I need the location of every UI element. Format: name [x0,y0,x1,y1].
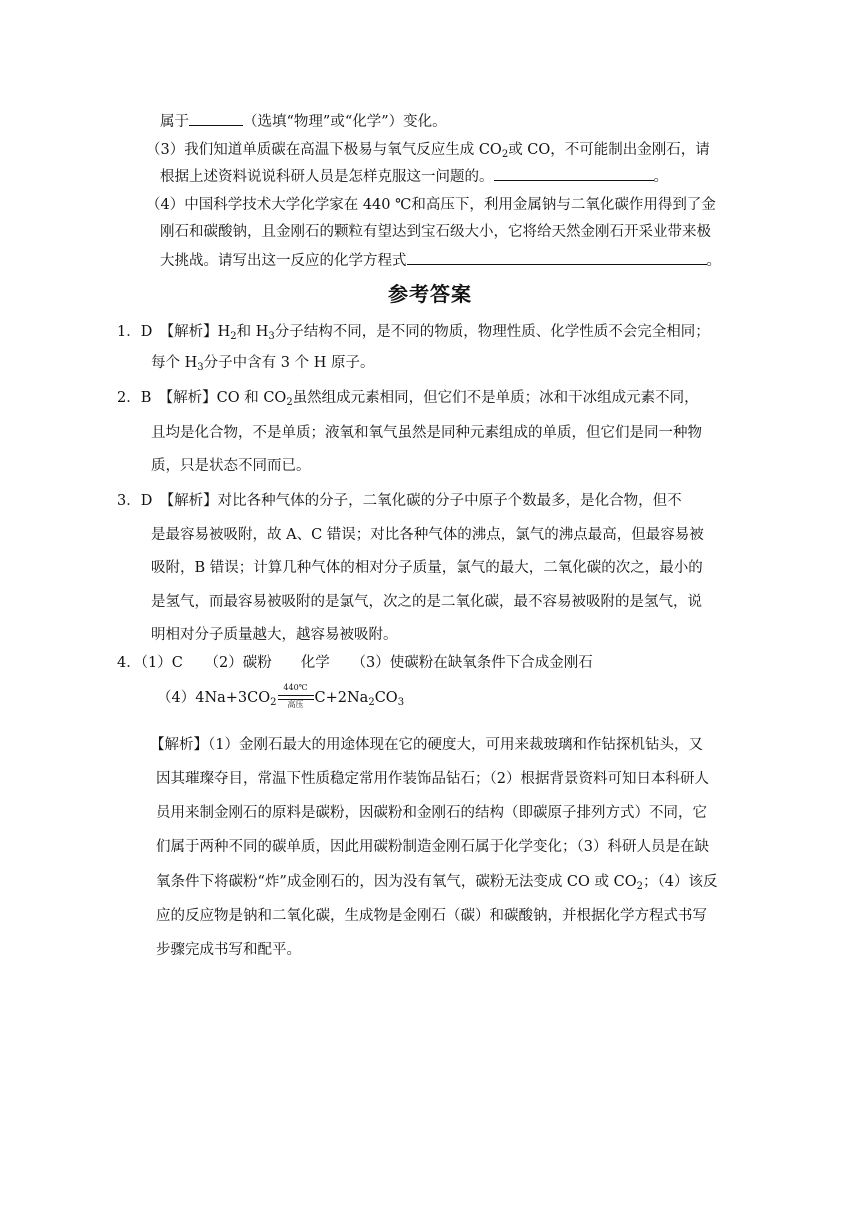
q4-line-1: （4）中国科学技术大学化学家在 440 ℃和高压下，利用金属钠与二氧化碳作用得到了金 [146,197,716,213]
answer-4-explain-7: 步骤完成书写和配平。 [156,942,301,958]
answer-4-explain-1: 【解析】（1）金刚石最大的用途体现在它的硬度大，可用来裁玻璃和作钻探机钻头，又 [150,737,703,753]
answer-4-line-1: 4．（1）C （2）碳粉 化学 （3）使碳粉在缺氧条件下合成金刚石 [117,655,593,671]
q4-line-3 [160,249,721,271]
subscript: 3 [268,331,275,342]
answer-2-line-2: 且均是化合物，不是单质；液氧和氧气虽然是同种元素组成的单质，但它们是同一种物 [151,425,702,441]
q-line-1 [160,110,447,132]
answer-1-line-1 [117,322,710,342]
condition-pressure: 高压 [287,700,304,709]
answer-4-explain-5 [156,872,717,892]
answer-3-line-2: 是最容易被吸附，故 A、C 错误；对比各种气体的沸点，氯气的沸点最高，但最容易被 [151,527,704,543]
answer-3-line-1: 3．D 【解析】对比各种气体的分子，二氧化碳的分子中原子个数最多，是化合物，但不 [117,493,682,509]
text: 。 [653,169,668,185]
text: 分子结构不同，是不同的物质，物理性质、化学性质不会完全相同； [274,324,710,340]
subscript: 2 [368,697,375,708]
text: 根据上述资料说说科研人员是怎样克服这一问题的。 [160,169,494,185]
text: C+2Na [314,690,369,706]
text: 1．D 【解析】H [117,324,231,340]
text: 或 CO，不可能制出金刚石，请 [508,142,710,158]
answer-4-equation [157,683,405,709]
text: 每个 H [151,355,198,371]
answer-4-explain-4: 们属于两种不同的碳单质，因此用碳粉制造金刚石属于化学变化；（3）科研人员是在缺 [156,839,709,855]
text: 分子中含有 3 个 H 原子。 [203,355,375,371]
answer-3-line-3: 吸附，B 错误；计算几种气体的相对分子质量，氯气的最大，二氧化碳的次之，最小的 [151,560,703,576]
subscript: 2 [286,397,293,408]
text: （选填“物理”或“化学”）变化。 [243,114,447,130]
answer-2-line-3: 质，只是状态不同而已。 [151,458,311,474]
subscript: 3 [197,362,204,373]
text: 氧条件下将碳粉“炸”成金刚石的，因为没有氧气，碳粉无法变成 CO 或 CO [156,874,637,890]
text: CO [374,690,398,706]
answer-2-line-1 [117,388,699,408]
answers-title: 参考答案 [388,282,472,306]
q3-line-1 [146,140,710,160]
subscript: 2 [501,149,509,160]
subscript: 2 [636,881,643,892]
answer-4-explain-2: 因其璀璨夺目，常温下性质稳定常用作装饰品钻石；（2）根据背景资料可知日本科研人 [156,771,709,787]
subscript: 3 [397,697,405,708]
text: 和 H [236,324,269,340]
text: 属于 [160,114,189,130]
answer-3-line-5: 明相对分子质量越大，越容易被吸附。 [151,627,398,643]
answer-3-line-4: 是氢气，而最容易被吸附的是氯气，次之的是二氧化碳，最不容易被吸附的是氢气，说 [151,594,702,610]
q3-line-2 [160,165,668,187]
answer-blank[interactable] [494,165,654,181]
answer-1-line-2 [151,353,374,373]
answer-4-explain-3: 员用来制金刚石的原料是碳粉，因碳粉和金刚石的结构（即碳原子排列方式）不同，它 [156,805,707,821]
q4-line-2: 刚石和碳酸钠，且金刚石的颗粒有望达到宝石级大小，它将给天然金刚石开采业带来极 [160,224,711,240]
subscript: 2 [270,697,277,708]
text: 虽然组成元素相同，但它们不是单质；冰和干冰组成元素不同， [292,390,699,406]
text: ；（4）该反 [643,874,718,890]
answer-blank[interactable] [189,110,243,126]
text: （3）我们知道单质碳在高温下极易与氧气反应生成 CO [146,142,502,158]
text: （4）4Na+3CO [157,690,271,706]
answer-blank[interactable] [407,249,707,265]
text: 2．B 【解析】CO 和 CO [117,390,287,406]
subscript: 2 [230,331,237,342]
text: 。 [706,253,721,269]
reaction-condition-sign [278,683,314,709]
text: 大挑战。请写出这一反应的化学方程式 [160,253,407,269]
condition-temperature: 440℃ [283,683,308,692]
answer-4-explain-6: 应的反应物是钠和二氧化碳，生成物是金刚石（碳）和碳酸钠，并根据化学方程式书写 [156,908,707,924]
